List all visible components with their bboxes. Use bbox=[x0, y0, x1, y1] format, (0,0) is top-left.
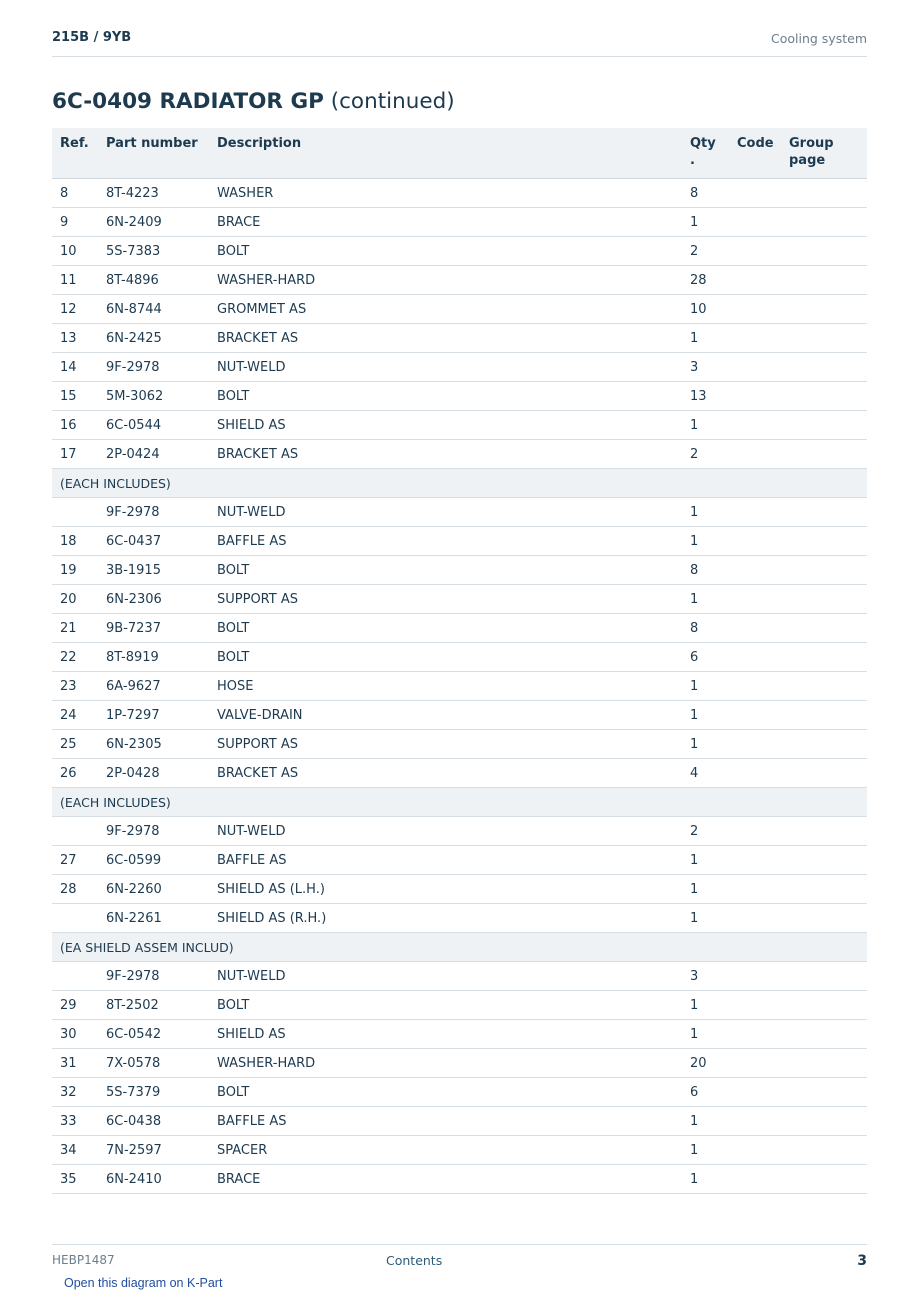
table-row bbox=[52, 991, 867, 1020]
part-number-cell: 6N-2409 bbox=[98, 208, 209, 237]
code-cell bbox=[729, 1165, 781, 1194]
group-page-cell bbox=[781, 179, 867, 208]
ref-cell: 23 bbox=[52, 672, 98, 701]
description-cell: NUT-WELD bbox=[209, 817, 682, 846]
part-number-cell: 6N-2410 bbox=[98, 1165, 209, 1194]
note-row bbox=[52, 933, 867, 962]
description-cell: BRACKET AS bbox=[209, 440, 682, 469]
description-cell: BOLT bbox=[209, 1078, 682, 1107]
qty-cell: 1 bbox=[682, 846, 729, 875]
description-cell: GROMMET AS bbox=[209, 295, 682, 324]
description-cell: HOSE bbox=[209, 672, 682, 701]
code-cell bbox=[729, 440, 781, 469]
ref-cell: 16 bbox=[52, 411, 98, 440]
code-cell bbox=[729, 556, 781, 585]
qty-cell: 1 bbox=[682, 1165, 729, 1194]
table-row bbox=[52, 614, 867, 643]
description-cell: BRACKET AS bbox=[209, 759, 682, 788]
part-number-cell: 6C-0599 bbox=[98, 846, 209, 875]
group-page-cell bbox=[781, 846, 867, 875]
title-part: 6C-0409 RADIATOR GP bbox=[52, 89, 324, 114]
group-page-cell bbox=[781, 730, 867, 759]
table-row bbox=[52, 962, 867, 991]
qty-cell: 1 bbox=[682, 324, 729, 353]
description-cell: SHIELD AS bbox=[209, 411, 682, 440]
group-page-cell bbox=[781, 1049, 867, 1078]
part-number-cell: 6N-2425 bbox=[98, 324, 209, 353]
code-cell bbox=[729, 875, 781, 904]
group-page-cell bbox=[781, 643, 867, 672]
ref-cell: 12 bbox=[52, 295, 98, 324]
part-number-cell: 5S-7379 bbox=[98, 1078, 209, 1107]
qty-cell: 13 bbox=[682, 382, 729, 411]
qty-cell: 1 bbox=[682, 498, 729, 527]
group-page-cell bbox=[781, 295, 867, 324]
table-row bbox=[52, 643, 867, 672]
table-row bbox=[52, 1078, 867, 1107]
table-row bbox=[52, 527, 867, 556]
qty-cell: 1 bbox=[682, 585, 729, 614]
model-label: 215B / 9YB bbox=[52, 30, 132, 45]
qty-cell: 1 bbox=[682, 1107, 729, 1136]
description-cell: BRACE bbox=[209, 1165, 682, 1194]
part-number-cell: 9F-2978 bbox=[98, 498, 209, 527]
ref-cell: 31 bbox=[52, 1049, 98, 1078]
description-cell: BAFFLE AS bbox=[209, 527, 682, 556]
description-cell: NUT-WELD bbox=[209, 962, 682, 991]
code-cell bbox=[729, 1136, 781, 1165]
code-cell bbox=[729, 904, 781, 933]
ref-cell: 24 bbox=[52, 701, 98, 730]
table-row bbox=[52, 324, 867, 353]
code-cell bbox=[729, 527, 781, 556]
code-cell bbox=[729, 730, 781, 759]
part-number-cell: 6C-0437 bbox=[98, 527, 209, 556]
table-row bbox=[52, 556, 867, 585]
title-suffix: (continued) bbox=[323, 89, 455, 114]
group-page-cell bbox=[781, 527, 867, 556]
part-number-cell: 8T-4223 bbox=[98, 179, 209, 208]
table-row bbox=[52, 1020, 867, 1049]
code-cell bbox=[729, 1020, 781, 1049]
table-row bbox=[52, 179, 867, 208]
col-desc-header: Description bbox=[209, 128, 682, 179]
description-cell: WASHER-HARD bbox=[209, 1049, 682, 1078]
parts-body bbox=[52, 179, 867, 1194]
description-cell: BOLT bbox=[209, 614, 682, 643]
qty-cell: 28 bbox=[682, 266, 729, 295]
group-page-cell bbox=[781, 672, 867, 701]
ref-cell bbox=[52, 817, 98, 846]
col-code-header: Code bbox=[729, 128, 781, 179]
col-group-header: Group page bbox=[781, 128, 867, 179]
code-cell bbox=[729, 614, 781, 643]
ref-cell: 14 bbox=[52, 353, 98, 382]
doc-id: HEBP1487 bbox=[52, 1253, 115, 1267]
code-cell bbox=[729, 701, 781, 730]
group-page-cell bbox=[781, 585, 867, 614]
code-cell bbox=[729, 1107, 781, 1136]
code-cell bbox=[729, 324, 781, 353]
group-page-cell bbox=[781, 962, 867, 991]
description-cell: SHIELD AS bbox=[209, 1020, 682, 1049]
table-row bbox=[52, 208, 867, 237]
part-number-cell: 3B-1915 bbox=[98, 556, 209, 585]
ref-cell: 33 bbox=[52, 1107, 98, 1136]
qty-cell: 1 bbox=[682, 1136, 729, 1165]
qty-cell: 6 bbox=[682, 1078, 729, 1107]
col-qty-header: Qty . bbox=[682, 128, 729, 179]
table-row bbox=[52, 1049, 867, 1078]
table-row bbox=[52, 817, 867, 846]
table-row bbox=[52, 411, 867, 440]
group-page-cell bbox=[781, 498, 867, 527]
page-header bbox=[52, 28, 867, 57]
ref-cell: 20 bbox=[52, 585, 98, 614]
group-page-cell bbox=[781, 759, 867, 788]
description-cell: BRACE bbox=[209, 208, 682, 237]
code-cell bbox=[729, 295, 781, 324]
part-number-cell: 6N-2261 bbox=[98, 904, 209, 933]
code-cell bbox=[729, 846, 781, 875]
part-number-cell: 9F-2978 bbox=[98, 817, 209, 846]
table-row bbox=[52, 701, 867, 730]
part-number-cell: 2P-0424 bbox=[98, 440, 209, 469]
table-row bbox=[52, 295, 867, 324]
code-cell bbox=[729, 759, 781, 788]
ref-cell: 9 bbox=[52, 208, 98, 237]
part-number-cell: 9F-2978 bbox=[98, 962, 209, 991]
group-page-cell bbox=[781, 556, 867, 585]
ref-cell: 34 bbox=[52, 1136, 98, 1165]
qty-cell: 8 bbox=[682, 614, 729, 643]
description-cell: NUT-WELD bbox=[209, 353, 682, 382]
qty-cell: 1 bbox=[682, 730, 729, 759]
contents-link[interactable]: Contents bbox=[386, 1253, 443, 1268]
part-number-cell: 6N-2306 bbox=[98, 585, 209, 614]
qty-cell: 2 bbox=[682, 237, 729, 266]
qty-cell: 20 bbox=[682, 1049, 729, 1078]
ref-cell: 13 bbox=[52, 324, 98, 353]
qty-cell: 1 bbox=[682, 991, 729, 1020]
note-row bbox=[52, 469, 867, 498]
code-cell bbox=[729, 266, 781, 295]
part-number-cell: 8T-2502 bbox=[98, 991, 209, 1020]
ref-cell: 19 bbox=[52, 556, 98, 585]
group-page-cell bbox=[781, 237, 867, 266]
part-number-cell: 6A-9627 bbox=[98, 672, 209, 701]
qty-cell: 1 bbox=[682, 904, 729, 933]
code-cell bbox=[729, 643, 781, 672]
qty-cell: 10 bbox=[682, 295, 729, 324]
table-row bbox=[52, 585, 867, 614]
group-page-cell bbox=[781, 701, 867, 730]
page-number: 3 bbox=[857, 1253, 867, 1269]
ref-cell bbox=[52, 904, 98, 933]
qty-cell: 1 bbox=[682, 527, 729, 556]
part-number-cell: 9B-7237 bbox=[98, 614, 209, 643]
part-number-cell: 7X-0578 bbox=[98, 1049, 209, 1078]
group-page-cell bbox=[781, 208, 867, 237]
part-number-cell: 6N-8744 bbox=[98, 295, 209, 324]
part-number-cell: 1P-7297 bbox=[98, 701, 209, 730]
ref-cell: 11 bbox=[52, 266, 98, 295]
description-cell: SUPPORT AS bbox=[209, 730, 682, 759]
table-row bbox=[52, 875, 867, 904]
qty-cell: 8 bbox=[682, 556, 729, 585]
group-page-cell bbox=[781, 991, 867, 1020]
part-number-cell: 6N-2260 bbox=[98, 875, 209, 904]
code-cell bbox=[729, 672, 781, 701]
note-text: (EA SHIELD ASSEM INCLUD) bbox=[52, 933, 867, 962]
part-number-cell: 5M-3062 bbox=[98, 382, 209, 411]
qty-cell: 1 bbox=[682, 208, 729, 237]
code-cell bbox=[729, 1078, 781, 1107]
table-row bbox=[52, 382, 867, 411]
table-row bbox=[52, 1136, 867, 1165]
part-number-cell: 8T-8919 bbox=[98, 643, 209, 672]
ref-cell: 21 bbox=[52, 614, 98, 643]
group-page-cell bbox=[781, 614, 867, 643]
group-page-cell bbox=[781, 411, 867, 440]
description-cell: BOLT bbox=[209, 643, 682, 672]
description-cell: NUT-WELD bbox=[209, 498, 682, 527]
code-cell bbox=[729, 411, 781, 440]
qty-cell: 6 bbox=[682, 643, 729, 672]
part-number-cell: 9F-2978 bbox=[98, 353, 209, 382]
table-row bbox=[52, 730, 867, 759]
col-part-header: Part number bbox=[98, 128, 209, 179]
ref-cell bbox=[52, 962, 98, 991]
ref-cell: 27 bbox=[52, 846, 98, 875]
description-cell: WASHER bbox=[209, 179, 682, 208]
note-row bbox=[52, 788, 867, 817]
qty-cell: 2 bbox=[682, 440, 729, 469]
ref-cell: 18 bbox=[52, 527, 98, 556]
description-cell: BOLT bbox=[209, 237, 682, 266]
description-cell: SUPPORT AS bbox=[209, 585, 682, 614]
group-page-cell bbox=[781, 1165, 867, 1194]
description-cell: BOLT bbox=[209, 382, 682, 411]
group-page-cell bbox=[781, 1020, 867, 1049]
description-cell: BOLT bbox=[209, 991, 682, 1020]
code-cell bbox=[729, 353, 781, 382]
code-cell bbox=[729, 498, 781, 527]
description-cell: SPACER bbox=[209, 1136, 682, 1165]
description-cell: BOLT bbox=[209, 556, 682, 585]
group-page-cell bbox=[781, 266, 867, 295]
table-header-row bbox=[52, 128, 867, 179]
ref-cell: 15 bbox=[52, 382, 98, 411]
code-cell bbox=[729, 237, 781, 266]
ref-cell: 26 bbox=[52, 759, 98, 788]
ref-cell: 25 bbox=[52, 730, 98, 759]
description-cell: BRACKET AS bbox=[209, 324, 682, 353]
qty-cell: 1 bbox=[682, 672, 729, 701]
note-text: (EACH INCLUDES) bbox=[52, 788, 867, 817]
code-cell bbox=[729, 179, 781, 208]
table-row bbox=[52, 353, 867, 382]
part-number-cell: 6C-0544 bbox=[98, 411, 209, 440]
ref-cell: 8 bbox=[52, 179, 98, 208]
code-cell bbox=[729, 1049, 781, 1078]
section-label: Cooling system bbox=[771, 31, 867, 46]
ref-cell: 10 bbox=[52, 237, 98, 266]
qty-cell: 3 bbox=[682, 962, 729, 991]
description-cell: VALVE-DRAIN bbox=[209, 701, 682, 730]
ref-cell: 22 bbox=[52, 643, 98, 672]
table-row bbox=[52, 237, 867, 266]
description-cell: SHIELD AS (L.H.) bbox=[209, 875, 682, 904]
col-ref-header: Ref. bbox=[52, 128, 98, 179]
ref-cell bbox=[52, 498, 98, 527]
group-page-cell bbox=[781, 440, 867, 469]
code-cell bbox=[729, 382, 781, 411]
part-number-cell: 7N-2597 bbox=[98, 1136, 209, 1165]
group-page-cell bbox=[781, 1078, 867, 1107]
table-row bbox=[52, 498, 867, 527]
group-page-cell bbox=[781, 817, 867, 846]
ref-cell: 35 bbox=[52, 1165, 98, 1194]
code-cell bbox=[729, 208, 781, 237]
group-page-cell bbox=[781, 1107, 867, 1136]
code-cell bbox=[729, 817, 781, 846]
description-cell: SHIELD AS (R.H.) bbox=[209, 904, 682, 933]
group-page-cell bbox=[781, 904, 867, 933]
description-cell: BAFFLE AS bbox=[209, 1107, 682, 1136]
table-row bbox=[52, 846, 867, 875]
page-footer bbox=[52, 1244, 867, 1275]
part-number-cell: 6C-0542 bbox=[98, 1020, 209, 1049]
qty-cell: 8 bbox=[682, 179, 729, 208]
ref-cell: 29 bbox=[52, 991, 98, 1020]
qty-cell: 4 bbox=[682, 759, 729, 788]
part-number-cell: 2P-0428 bbox=[98, 759, 209, 788]
table-row bbox=[52, 904, 867, 933]
table-row bbox=[52, 672, 867, 701]
code-cell bbox=[729, 585, 781, 614]
page-title bbox=[52, 89, 455, 114]
table-row bbox=[52, 1165, 867, 1194]
group-page-cell bbox=[781, 1136, 867, 1165]
description-cell: WASHER-HARD bbox=[209, 266, 682, 295]
code-cell bbox=[729, 962, 781, 991]
table-row bbox=[52, 759, 867, 788]
qty-cell: 1 bbox=[682, 411, 729, 440]
note-text: (EACH INCLUDES) bbox=[52, 469, 867, 498]
table-row bbox=[52, 440, 867, 469]
part-number-cell: 5S-7383 bbox=[98, 237, 209, 266]
part-number-cell: 8T-4896 bbox=[98, 266, 209, 295]
ref-cell: 32 bbox=[52, 1078, 98, 1107]
table-row bbox=[52, 1107, 867, 1136]
code-cell bbox=[729, 991, 781, 1020]
group-page-cell bbox=[781, 382, 867, 411]
description-cell: BAFFLE AS bbox=[209, 846, 682, 875]
ref-cell: 17 bbox=[52, 440, 98, 469]
table-row bbox=[52, 266, 867, 295]
part-number-cell: 6N-2305 bbox=[98, 730, 209, 759]
part-number-cell: 6C-0438 bbox=[98, 1107, 209, 1136]
group-page-cell bbox=[781, 353, 867, 382]
qty-cell: 1 bbox=[682, 875, 729, 904]
parts-table bbox=[52, 128, 867, 1194]
qty-cell: 2 bbox=[682, 817, 729, 846]
group-page-cell bbox=[781, 324, 867, 353]
ref-cell: 30 bbox=[52, 1020, 98, 1049]
group-page-cell bbox=[781, 875, 867, 904]
kpart-link[interactable]: Open this diagram on K-Part bbox=[64, 1276, 223, 1290]
ref-cell: 28 bbox=[52, 875, 98, 904]
qty-cell: 1 bbox=[682, 1020, 729, 1049]
qty-cell: 3 bbox=[682, 353, 729, 382]
qty-cell: 1 bbox=[682, 701, 729, 730]
